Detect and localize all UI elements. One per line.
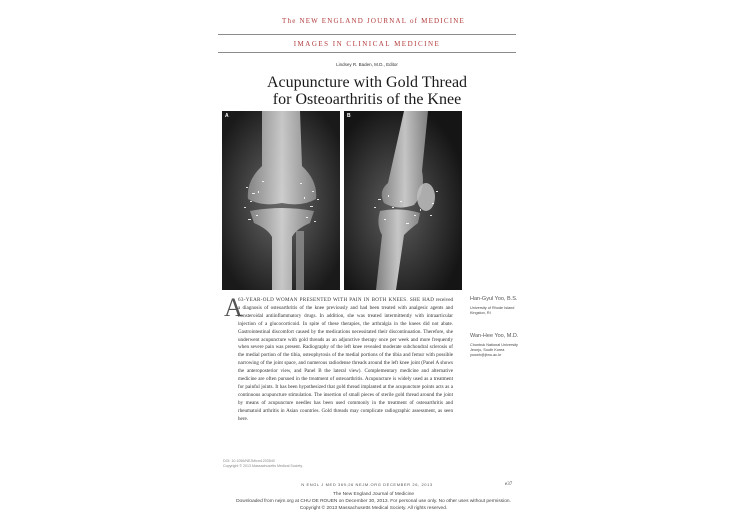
radiograph-a-image bbox=[222, 111, 340, 290]
author-location: Kingston, RI bbox=[470, 311, 491, 316]
author-affiliation: Chonbuk National University bbox=[470, 343, 518, 347]
title-line-2: for Osteoarthritis of the Knee bbox=[272, 91, 462, 108]
article-body bbox=[238, 297, 453, 424]
author-name: Wan-Hee Yoo, M.D. bbox=[470, 333, 519, 339]
download-stamp-line-2: Downloaded from nejm.org at CHU DE ROUEN on December 30, 2013. For personal use only. No other uses without permission. bbox=[236, 499, 511, 504]
page-number: e37 bbox=[505, 482, 513, 487]
drop-cap: A bbox=[224, 293, 243, 322]
journal-header: The NEW ENGLAND JOURNAL of MEDICINE bbox=[282, 17, 465, 25]
author-location: Jeonju, South Korea bbox=[470, 348, 505, 353]
copyright: Copyright © 2013 Massachusetts Medical Society. bbox=[223, 464, 303, 468]
section-rule-top bbox=[218, 34, 516, 35]
download-stamp-line-1: The New England Journal of Medicine bbox=[332, 492, 415, 497]
article-title bbox=[218, 74, 516, 108]
footer-citation: N ENGL J MED 369;26 NEJM.ORG DECEMBER 26, 2013 bbox=[301, 482, 433, 487]
download-stamp-line-3: Copyright © 2013 Massachusetts Medical Society. All rights reserved. bbox=[299, 506, 448, 511]
panel-a-label: A bbox=[225, 113, 229, 119]
article-body-text: received a diagnosis of osteoarthritis of the knee previously and had been treated with analgesic agents and nonsteroidal antiinflammatory drugs. In addition, she was treated intermittently with intraarticular injection of a glucocorticoid. In spite of these therapies, the arthralgia in the knees did not abate. Gastrointestinal discomfort caused by the medications necessitated their discontinuation. Therefore, she underwent acupuncture with gold threads as an adjunctive therapy once per week and more frequently when severe pain was present. Radiography of the left knee revealed moderate subchondral sclerosis of the medial portion of the tibia, osteophytosis of the medial portions of the tibia and femur with possible narrowing of the joint space, and numerous radiodense threads around the left knee joint (Panel A shows the anteroposterior view, and Panel B the lateral view). Complementary medicine and alternative medicine are often pursued in the treatment of osteoarthritis. Acupuncture is widely used as a treatment for painful joints. It has been hypothesized that gold thread implanted at the acupuncture points acts as a continuous acupuncture stimulation. The insertion of small pieces of sterile gold thread around the joint by means of acupuncture needles has been used commonly in the treatment of osteoarthritis and rheumatoid arthritis in Asian countries. Gold threads may complicate radiographic assessment, as seen here. bbox=[238, 297, 453, 422]
editor-line: Lindsey R. Baden, M.D., Editor bbox=[336, 62, 398, 67]
radiograph-b-image bbox=[344, 111, 462, 290]
author-block-1 bbox=[470, 296, 550, 316]
section-rule-bottom bbox=[218, 52, 516, 53]
article-meta bbox=[223, 459, 303, 469]
author-email: yoowh@jbnu.ac.kr bbox=[470, 353, 502, 358]
section-title: IMAGES IN CLINICAL MEDICINE bbox=[293, 40, 441, 48]
article-lead-in: 63-YEAR-OLD WOMAN PRESENTED WITH PAIN IN BOTH KNEES. SHE HAD bbox=[238, 297, 435, 303]
title-line-1: Acupuncture with Gold Thread bbox=[266, 74, 468, 91]
author-block-2 bbox=[470, 333, 550, 358]
doi: DOI: 10.1056/NEJMicm1203540 bbox=[223, 459, 275, 463]
author-name: Han-Gyul Yoo, B.S. bbox=[470, 296, 518, 302]
radiograph-panel-b bbox=[344, 111, 462, 290]
panel-b-label: B bbox=[347, 113, 351, 119]
author-affiliation: University of Rhode Island bbox=[470, 306, 515, 310]
radiograph-panel-a bbox=[222, 111, 340, 290]
